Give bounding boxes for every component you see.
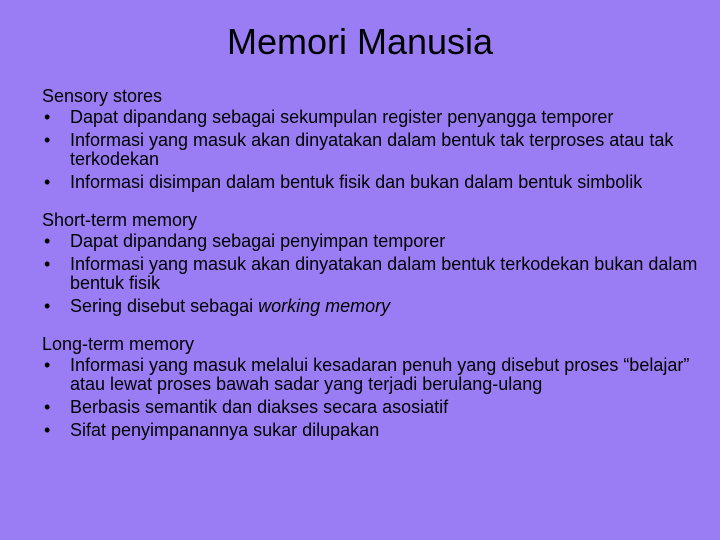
bullet-icon: • xyxy=(44,172,51,192)
section-heading: Short-term memory xyxy=(42,210,198,230)
bullet-text: Berbasis semantik dan diakses secara asosiatif xyxy=(70,397,449,417)
bullet-icon: • xyxy=(44,130,51,150)
bullet-text: Sering disebut sebagai xyxy=(70,296,259,316)
bullet-icon: • xyxy=(44,420,51,440)
bullet-text: Informasi yang masuk akan dinyatakan dalam bentuk tak terproses atau tak terkodekan xyxy=(70,130,674,169)
bullet-icon: • xyxy=(44,231,51,251)
bullet-text: Sifat penyimpanannya sukar dilupakan xyxy=(70,420,380,440)
section-short-term-memory xyxy=(42,208,702,316)
bullet-icon: • xyxy=(44,107,51,127)
bullet-list xyxy=(42,232,702,316)
bullet-item xyxy=(42,421,702,440)
bullet-item xyxy=(42,356,702,394)
bullet-item xyxy=(42,255,702,293)
bullet-italic-text: working memory xyxy=(258,296,391,316)
bullet-text: Dapat dipandang sebagai sekumpulan register penyangga temporer xyxy=(70,107,614,127)
slide-title: Memori Manusia xyxy=(226,21,494,62)
bullet-item xyxy=(42,297,702,316)
slide-content xyxy=(42,84,702,456)
section-sensory-stores xyxy=(42,84,702,192)
bullet-list xyxy=(42,108,702,192)
bullet-list xyxy=(42,356,702,440)
bullet-icon: • xyxy=(44,397,51,417)
bullet-text: Informasi yang masuk melalui kesadaran penuh yang disebut proses “belajar” atau lewat proses bawah sadar yang terjadi berulang-ulang xyxy=(70,355,690,394)
bullet-icon: • xyxy=(44,355,51,375)
bullet-item xyxy=(42,131,702,169)
bullet-text: Informasi disimpan dalam bentuk fisik dan bukan dalam bentuk simbolik xyxy=(70,172,643,192)
section-heading: Sensory stores xyxy=(42,86,163,106)
section-long-term-memory xyxy=(42,332,702,440)
bullet-text: Informasi yang masuk akan dinyatakan dalam bentuk terkodekan bukan dalam bentuk fisik xyxy=(70,254,698,293)
bullet-item xyxy=(42,173,702,192)
bullet-item xyxy=(42,398,702,417)
bullet-icon: • xyxy=(44,296,51,316)
bullet-text: Dapat dipandang sebagai penyimpan temporer xyxy=(70,231,446,251)
bullet-item xyxy=(42,108,702,127)
section-heading: Long-term memory xyxy=(42,334,195,354)
bullet-item xyxy=(42,232,702,251)
bullet-icon: • xyxy=(44,254,51,274)
